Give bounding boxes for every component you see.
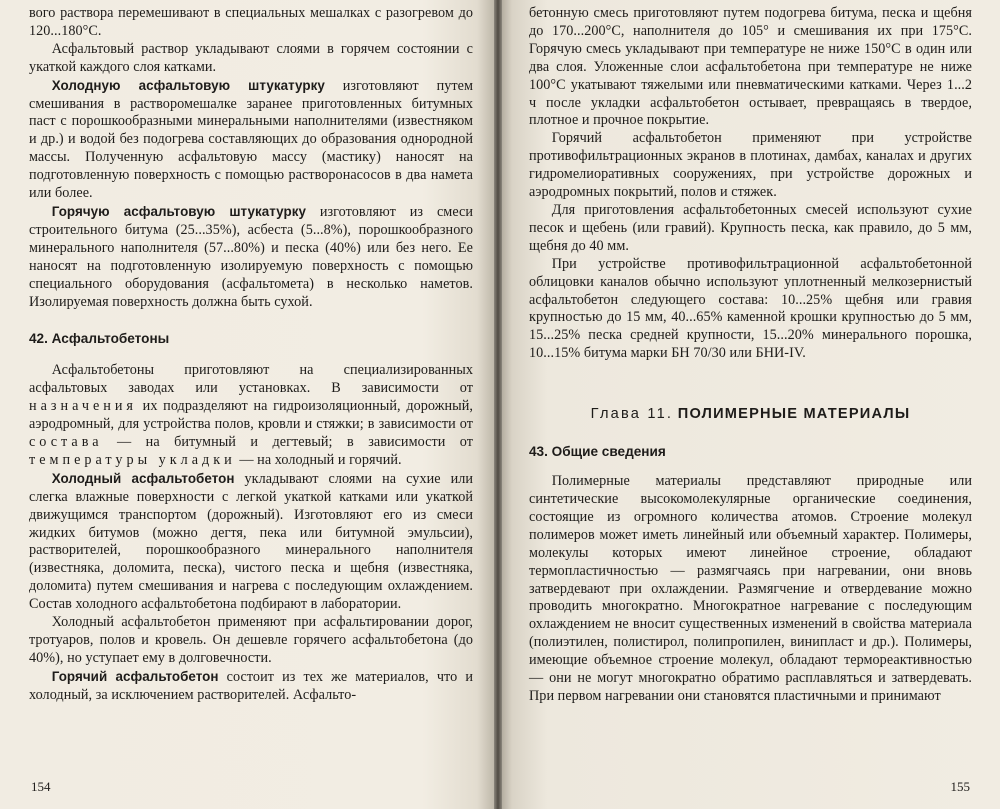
paragraph: Горячий асфальтобетон применяют при устройстве противофильтрационных экранов в плотинах, дамбах, каналах и других гидромелиоративных сооружениях, при устройстве дорожных и аэродромных покрытий, полов и стяжек. (529, 130, 972, 201)
paragraph-text: — на битумный и дегтевый; в зависимости от (102, 434, 473, 451)
spaced-term: состава (29, 434, 103, 451)
paragraph-text: Асфальтобетоны приготовляют на специализированных асфальтовых заводах или установках. В зависимости от (29, 362, 473, 397)
chapter-heading (529, 406, 972, 422)
page-number: 154 (31, 779, 51, 794)
paragraph-text: изготовляют путем смешивания в растворомешалке заранее приготовленных битумных паст с порошкообразными минеральными наполнителями (известняком и др.) и водой без подогрева составляющих до образования однородной массы. Полученную асфальтовую массу (мастику) наносят на подготовленную поверхность с помощью растворонасосов в два намета или более. (29, 77, 473, 202)
paragraph: Холодный асфальтобетон применяют при асфальтировании дорог, тротуаров, полов и кровель. Он дешевле горячего асфальтобетона (до 40%), но уступает ему в долговечности. (29, 614, 473, 666)
paragraph-text: их подразделяют на гидроизоляционный, дорожный, аэродромный, для устройства полов, кровли и стяжки; в зависимости от (29, 398, 473, 433)
paragraph: бетонную смесь приготовляют путем подогрева битума, песка и щебня до 170...200°С, наполнителя до 105° и смешивания их при 175°С. Горячую смесь укладывают при температуре не ниже 150°С в один или два слоя. Уложенные слои асфальтобетона при температуре не ниже 100°С укатывают тяжелыми или пневматическими катками. Через 1...2 ч после укладки асфальтобетон остывает, превращаясь в твердое, плотное и прочное покрытие. (529, 5, 972, 129)
paragraph: При устройстве противофильтрационной асфальтобетонной облицовки каналов обычно используют уплотненный мелкозернистый асфальтобетон следующего состава: 10...25% щебня или гравия крупностью до 15 мм, 40...65% каменной крошки крупностью до 5 мм, 15...25% песка средней крупности, 15...20% минерального порошка, 10...15% битума марки БН 70/30 или БНИ-IV. (529, 255, 972, 362)
term-lead: Горячий асфальтобетон (51, 668, 219, 684)
paragraph (29, 362, 473, 469)
chapter-title: ПОЛИМЕРНЫЕ МАТЕРИАЛЫ (677, 406, 911, 423)
paragraph (29, 668, 473, 705)
book-gutter (494, 0, 502, 809)
left-page (0, 0, 497, 809)
paragraph-text: состоит из тех же материалов, что и холодный, за исключением растворителей. Асфальто- (29, 668, 473, 703)
section-heading: 42. Асфальтобетоны (29, 331, 170, 347)
paragraph (29, 470, 473, 614)
term-lead: Холодный асфальтобетон (51, 470, 235, 486)
paragraph: Асфальтовый раствор укладывают слоями в горячем состоянии с укаткой каждого слоя катками. (29, 40, 473, 75)
paragraph: вого раствора перемешивают в специальных мешалках с разогревом до 120...180°С. (29, 5, 473, 39)
spaced-term: назначения (29, 398, 137, 415)
page-number: 155 (950, 779, 970, 794)
paragraph-text: укладывают слоями на сухие или слегка влажные поверхности с легкой укаткой катками или укаткой движущимся транспортом (дорожный). Изготовляют его из смеси жидких битумов (можно дегтя, пека или битумной эмульсии), растворителей, порошкообразного минерального наполнителя (известняка, доломита, песка), чистого песка и щебня (известняка, доломита) путем смешивания и нагрева с последующим охлаждением. Состав холодного асфальтобетона подбирают в лаборатории. (29, 470, 473, 613)
paragraph: Полимерные материалы представляют природные или синтетические высокомолекулярные органические соединения, состоящие из огромного количества атомов. Строение молекул полимеров может иметь линейный или объемный характер. Полимеры, молекулы которых имеют линейное строение, обладают термопластичностью — размягчаясь при нагревании, они вновь затвердевают при охлаждении. Размягчение и отвердевание можно проводить многократно. Многократное нагревание с последующим охлаждением не вносит существенных изменений в свойства материала (полиэтилен, полистирол, полипропилен, винипласт и др.). Полимеры, имеющие объемное строение молекул, обладают термореактивностью — они не могут многократно обратимо расплавляться и затвердевать. При первом нагревании они становятся пластичными и принимают (529, 473, 972, 704)
paragraph (29, 77, 473, 203)
paragraph-text: — на холодный и горячий. (235, 451, 402, 468)
paragraph (29, 203, 473, 311)
term-lead: Холодную асфальтовую штукатурку (51, 77, 325, 93)
paragraph-text: изготовляют из смеси строительного битума (25...35%), асбеста (5...8%), порошкообразного минерального наполнителя (57...80%) и песка (40%) или без него. Ее наносят на подготовленную изолируемую поверхность с помощью специального оборудования (асфальтомета) в несколько наметов. Изолируемая поверхность должна быть сухой. (29, 203, 474, 310)
right-page (497, 0, 1000, 809)
term-lead: Горячую асфальтовую штукатурку (51, 203, 306, 219)
chapter-number: Глава 11. (590, 406, 674, 423)
spaced-term: температуры укладки (29, 451, 236, 468)
section-heading: 43. Общие сведения (529, 444, 666, 460)
paragraph: Для приготовления асфальтобетонных смесей используют сухие песок и щебень (или гравий). Крупность песка, как правило, до 5 мм, щебня до 40 мм. (529, 201, 972, 254)
